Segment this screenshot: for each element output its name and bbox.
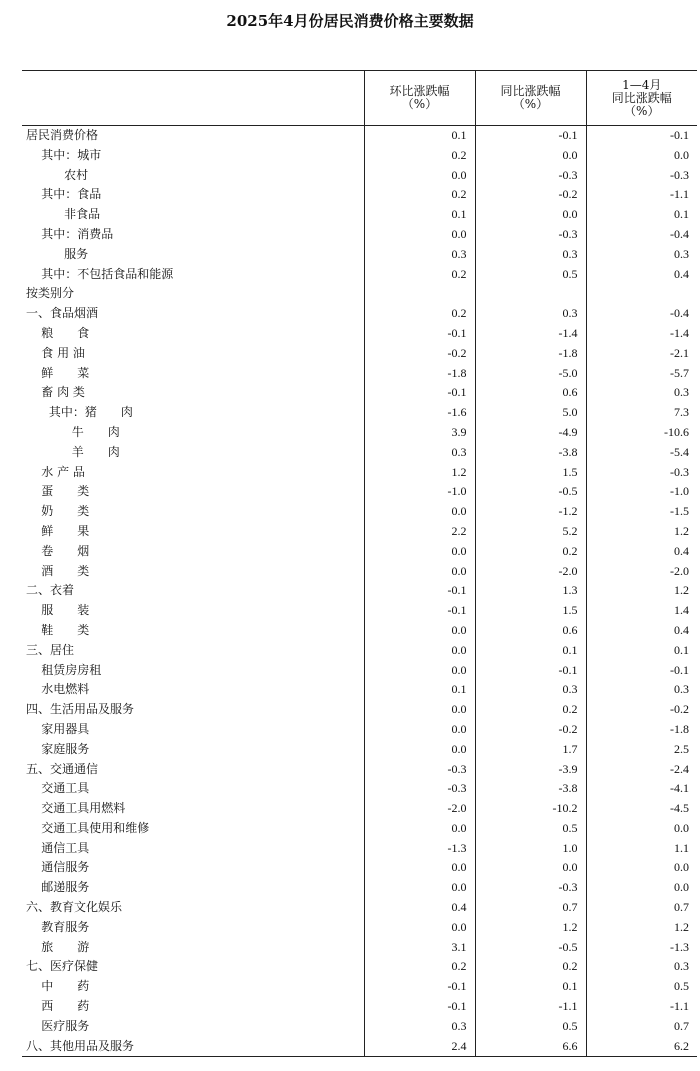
row-ytd-value: -4.5 <box>586 799 697 819</box>
row-mom-value: -2.0 <box>364 799 475 819</box>
row-label: 鲜 果 <box>26 523 90 538</box>
row-ytd-value: 0.0 <box>586 878 697 898</box>
header-ytd-title: 同比涨跌幅 <box>611 90 672 105</box>
row-mom-value: -1.6 <box>364 403 475 423</box>
row-yoy-value: 1.3 <box>475 581 586 601</box>
row-mom-value: 3.9 <box>364 423 475 443</box>
row-label: 羊 肉 <box>26 444 120 459</box>
table-row <box>22 344 697 364</box>
row-label: 牛 肉 <box>26 424 120 439</box>
row-ytd-value: -1.4 <box>586 324 697 344</box>
row-yoy-value: 0.3 <box>475 245 586 265</box>
table-row <box>22 997 697 1017</box>
row-yoy-value: 0.5 <box>475 265 586 285</box>
row-mom-value: 0.0 <box>364 858 475 878</box>
row-ytd-value: -5.7 <box>586 364 697 384</box>
row-yoy-value: 0.5 <box>475 819 586 839</box>
table-row <box>22 839 697 859</box>
row-label: 旅 游 <box>26 939 90 954</box>
table-row <box>22 1037 697 1057</box>
row-ytd-value: -2.0 <box>586 562 697 582</box>
row-label: 其中：猪 肉 <box>26 405 133 420</box>
row-yoy-value: 0.1 <box>475 641 586 661</box>
row-yoy-value: -1.2 <box>475 502 586 522</box>
row-label: 按类别分 <box>26 286 75 301</box>
row-ytd-value: -2.1 <box>586 344 697 364</box>
row-ytd-value: -0.4 <box>586 225 697 245</box>
table-row <box>22 245 697 265</box>
row-mom-value: 0.4 <box>364 898 475 918</box>
row-mom-value: 0.0 <box>364 641 475 661</box>
table-row <box>22 601 697 621</box>
row-label: 一、食品烟酒 <box>26 306 99 321</box>
row-yoy-value: 0.5 <box>475 1017 586 1037</box>
table-row <box>22 542 697 562</box>
table-row <box>22 938 697 958</box>
header-ytd <box>586 71 697 126</box>
row-ytd-value: 0.3 <box>586 680 697 700</box>
row-label: 交通工具用燃料 <box>26 801 126 816</box>
row-ytd-value: 0.3 <box>586 245 697 265</box>
row-ytd-value: -0.3 <box>586 166 697 186</box>
row-mom-value: 0.1 <box>364 205 475 225</box>
row-mom-value: 0.2 <box>364 957 475 977</box>
table-row <box>22 562 697 582</box>
row-yoy-value: -0.1 <box>475 661 586 681</box>
row-label: 租赁房房租 <box>26 662 102 677</box>
row-ytd-value: 1.1 <box>586 839 697 859</box>
table-row <box>22 482 697 502</box>
table-row <box>22 284 697 304</box>
header-mom <box>364 71 475 126</box>
row-label: 服 装 <box>26 603 90 618</box>
row-yoy-value: 0.3 <box>475 680 586 700</box>
row-yoy-value: -1.8 <box>475 344 586 364</box>
row-yoy-value: -3.8 <box>475 779 586 799</box>
row-mom-value: 0.3 <box>364 443 475 463</box>
row-yoy-value: 0.6 <box>475 383 586 403</box>
row-label: 家用器具 <box>26 721 90 736</box>
table-row <box>22 126 697 146</box>
header-label-column <box>22 71 364 126</box>
row-mom-value: -0.1 <box>364 997 475 1017</box>
row-ytd-value: 0.4 <box>586 621 697 641</box>
row-ytd-value: 0.3 <box>586 957 697 977</box>
row-ytd-value: -0.1 <box>586 661 697 681</box>
row-ytd-value: 0.0 <box>586 819 697 839</box>
table-row <box>22 661 697 681</box>
row-mom-value: -1.0 <box>364 482 475 502</box>
row-ytd-value <box>586 284 697 304</box>
row-mom-value: 0.0 <box>364 621 475 641</box>
table-row <box>22 205 697 225</box>
row-label: 七、医疗保健 <box>26 959 99 974</box>
row-ytd-value: 0.5 <box>586 977 697 997</box>
row-ytd-value: 7.3 <box>586 403 697 423</box>
header-ytd-period: 1—4月 <box>622 77 662 92</box>
row-mom-value: -0.3 <box>364 760 475 780</box>
row-yoy-value: -0.2 <box>475 720 586 740</box>
row-label: 中 药 <box>26 979 90 994</box>
row-mom-value: 0.2 <box>364 146 475 166</box>
row-yoy-value: 5.0 <box>475 403 586 423</box>
row-yoy-value: -0.3 <box>475 225 586 245</box>
row-label: 二、衣着 <box>26 583 75 598</box>
row-label: 鞋 类 <box>26 622 90 637</box>
row-label: 水 产 品 <box>26 464 85 479</box>
row-mom-value: 1.2 <box>364 463 475 483</box>
table-row <box>22 878 697 898</box>
table-row <box>22 700 697 720</box>
table-row <box>22 185 697 205</box>
table-row <box>22 304 697 324</box>
header-ytd-unit: （%） <box>624 103 660 118</box>
row-yoy-value: -0.1 <box>475 126 586 146</box>
table-row <box>22 502 697 522</box>
row-label: 其中：不包括食品和能源 <box>26 266 174 281</box>
table-row <box>22 799 697 819</box>
table-row <box>22 858 697 878</box>
table-row <box>22 680 697 700</box>
row-mom-value: 0.0 <box>364 542 475 562</box>
header-mom-unit: （%） <box>401 97 438 111</box>
row-label: 通信服务 <box>26 860 90 875</box>
table-row <box>22 364 697 384</box>
row-yoy-value: -0.5 <box>475 482 586 502</box>
row-yoy-value: -3.8 <box>475 443 586 463</box>
row-yoy-value: -1.4 <box>475 324 586 344</box>
row-ytd-value: 1.2 <box>586 522 697 542</box>
row-mom-value: 0.0 <box>364 740 475 760</box>
row-mom-value: -0.3 <box>364 779 475 799</box>
row-mom-value: -0.1 <box>364 581 475 601</box>
table-row <box>22 779 697 799</box>
row-ytd-value: -0.1 <box>586 126 697 146</box>
table-row <box>22 403 697 423</box>
header-yoy <box>475 71 586 126</box>
table-body <box>22 126 697 1057</box>
row-mom-value: 0.0 <box>364 819 475 839</box>
row-mom-value: -0.1 <box>364 601 475 621</box>
row-label: 交通工具 <box>26 781 90 796</box>
row-ytd-value: -0.3 <box>586 463 697 483</box>
table-row <box>22 443 697 463</box>
row-label: 其中：消费品 <box>26 226 114 241</box>
row-label: 交通工具使用和维修 <box>26 820 150 835</box>
row-yoy-value: 0.2 <box>475 700 586 720</box>
table-row <box>22 957 697 977</box>
row-yoy-value: -3.9 <box>475 760 586 780</box>
row-ytd-value: 0.0 <box>586 858 697 878</box>
table-row <box>22 463 697 483</box>
row-label: 农村 <box>26 167 89 182</box>
row-mom-value: 0.0 <box>364 878 475 898</box>
row-yoy-value: 0.0 <box>475 858 586 878</box>
row-label: 水电燃料 <box>26 682 90 697</box>
row-label: 居民消费价格 <box>26 128 99 142</box>
row-mom-value: -0.1 <box>364 383 475 403</box>
row-yoy-value: 5.2 <box>475 522 586 542</box>
row-ytd-value: 0.3 <box>586 383 697 403</box>
row-label: 鲜 菜 <box>26 365 90 380</box>
row-label: 八、其他用品及服务 <box>26 1038 135 1053</box>
row-mom-value: 0.2 <box>364 265 475 285</box>
cpi-data-table <box>22 70 697 1057</box>
row-mom-value: -1.3 <box>364 839 475 859</box>
row-label: 三、居住 <box>26 642 75 657</box>
row-label: 其中：城市 <box>26 147 102 162</box>
row-ytd-value: 1.2 <box>586 581 697 601</box>
row-ytd-value: -1.1 <box>586 997 697 1017</box>
row-yoy-value: -0.5 <box>475 938 586 958</box>
table-row <box>22 740 697 760</box>
row-mom-value: 3.1 <box>364 938 475 958</box>
row-yoy-value: 0.7 <box>475 898 586 918</box>
table-row <box>22 898 697 918</box>
row-yoy-value: 1.5 <box>475 463 586 483</box>
row-ytd-value: -1.0 <box>586 482 697 502</box>
row-yoy-value: 0.0 <box>475 205 586 225</box>
table-row <box>22 977 697 997</box>
row-yoy-value: -0.3 <box>475 166 586 186</box>
row-label: 奶 类 <box>26 504 90 519</box>
row-mom-value: 0.3 <box>364 1017 475 1037</box>
row-label: 家庭服务 <box>26 741 90 756</box>
row-label: 六、教育文化娱乐 <box>26 900 123 915</box>
table-row <box>22 581 697 601</box>
row-mom-value: 0.0 <box>364 502 475 522</box>
row-mom-value: 2.2 <box>364 522 475 542</box>
row-yoy-value: -4.9 <box>475 423 586 443</box>
row-label: 邮递服务 <box>26 880 90 895</box>
row-ytd-value: 6.2 <box>586 1037 697 1057</box>
row-mom-value: 0.1 <box>364 680 475 700</box>
row-label: 食 用 油 <box>26 345 85 360</box>
row-mom-value: -1.8 <box>364 364 475 384</box>
row-ytd-value: 1.4 <box>586 601 697 621</box>
row-label: 四、生活用品及服务 <box>26 702 135 717</box>
row-mom-value: 0.0 <box>364 918 475 938</box>
row-ytd-value: -0.4 <box>586 304 697 324</box>
row-label: 卷 烟 <box>26 543 90 558</box>
table-row <box>22 423 697 443</box>
row-ytd-value: -1.1 <box>586 185 697 205</box>
row-mom-value: 0.2 <box>364 304 475 324</box>
row-mom-value: 0.0 <box>364 720 475 740</box>
row-mom-value: -0.2 <box>364 344 475 364</box>
row-yoy-value: -10.2 <box>475 799 586 819</box>
page-title: 2025年4月份居民消费价格主要数据 <box>226 12 474 30</box>
row-yoy-value: 6.6 <box>475 1037 586 1057</box>
row-ytd-value: -1.8 <box>586 720 697 740</box>
row-yoy-value: -5.0 <box>475 364 586 384</box>
table-row <box>22 383 697 403</box>
table-row <box>22 819 697 839</box>
row-ytd-value: 1.2 <box>586 918 697 938</box>
row-mom-value: 0.2 <box>364 185 475 205</box>
row-ytd-value: 0.1 <box>586 641 697 661</box>
row-yoy-value: -0.3 <box>475 878 586 898</box>
row-label: 五、交通通信 <box>26 761 99 776</box>
table-row <box>22 225 697 245</box>
row-ytd-value: 0.4 <box>586 542 697 562</box>
table-header <box>22 71 697 126</box>
row-yoy-value: 1.2 <box>475 918 586 938</box>
row-ytd-value: -1.3 <box>586 938 697 958</box>
row-yoy-value: 0.2 <box>475 542 586 562</box>
row-yoy-value: 0.1 <box>475 977 586 997</box>
table-row <box>22 166 697 186</box>
row-ytd-value: 0.7 <box>586 1017 697 1037</box>
row-mom-value: -0.1 <box>364 977 475 997</box>
row-ytd-value: 0.1 <box>586 205 697 225</box>
row-yoy-value: 0.2 <box>475 957 586 977</box>
row-label: 西 药 <box>26 999 90 1014</box>
row-label: 通信工具 <box>26 840 90 855</box>
row-yoy-value: -2.0 <box>475 562 586 582</box>
row-ytd-value: -1.5 <box>586 502 697 522</box>
row-label: 酒 类 <box>26 563 90 578</box>
row-ytd-value: -10.6 <box>586 423 697 443</box>
row-yoy-value: 0.6 <box>475 621 586 641</box>
row-mom-value: 2.4 <box>364 1037 475 1057</box>
row-ytd-value: 2.5 <box>586 740 697 760</box>
table-row <box>22 760 697 780</box>
row-yoy-value: 1.0 <box>475 839 586 859</box>
row-ytd-value: 0.7 <box>586 898 697 918</box>
row-label: 非食品 <box>26 207 101 222</box>
row-label: 其中：食品 <box>26 187 102 202</box>
row-ytd-value: -5.4 <box>586 443 697 463</box>
table-row <box>22 1017 697 1037</box>
row-label: 粮 食 <box>26 325 90 340</box>
row-mom-value: 0.0 <box>364 225 475 245</box>
table-row <box>22 265 697 285</box>
row-ytd-value: -4.1 <box>586 779 697 799</box>
table-row <box>22 918 697 938</box>
row-label: 服务 <box>26 246 89 261</box>
row-yoy-value: 0.0 <box>475 146 586 166</box>
row-mom-value: 0.0 <box>364 700 475 720</box>
table-row <box>22 720 697 740</box>
row-yoy-value: 1.7 <box>475 740 586 760</box>
row-label: 医疗服务 <box>26 1018 90 1033</box>
table-row <box>22 621 697 641</box>
row-yoy-value: 0.3 <box>475 304 586 324</box>
header-mom-title: 环比涨跌幅 <box>389 84 450 98</box>
row-ytd-value: -2.4 <box>586 760 697 780</box>
row-ytd-value: -0.2 <box>586 700 697 720</box>
row-label: 蛋 类 <box>26 484 90 499</box>
table-row <box>22 522 697 542</box>
row-yoy-value: 1.5 <box>475 601 586 621</box>
table-row <box>22 324 697 344</box>
row-mom-value: 0.0 <box>364 661 475 681</box>
row-mom-value: 0.1 <box>364 126 475 146</box>
row-label: 教育服务 <box>26 919 90 934</box>
row-mom-value <box>364 284 475 304</box>
row-mom-value: -0.1 <box>364 324 475 344</box>
row-mom-value: 0.3 <box>364 245 475 265</box>
row-ytd-value: 0.4 <box>586 265 697 285</box>
row-mom-value: 0.0 <box>364 562 475 582</box>
row-ytd-value: 0.0 <box>586 146 697 166</box>
row-mom-value: 0.0 <box>364 166 475 186</box>
table-row <box>22 641 697 661</box>
row-yoy-value <box>475 284 586 304</box>
header-yoy-unit: （%） <box>512 97 549 111</box>
header-yoy-title: 同比涨跌幅 <box>500 84 561 98</box>
row-yoy-value: -1.1 <box>475 997 586 1017</box>
row-yoy-value: -0.2 <box>475 185 586 205</box>
row-label: 畜 肉 类 <box>26 385 85 400</box>
table-row <box>22 146 697 166</box>
